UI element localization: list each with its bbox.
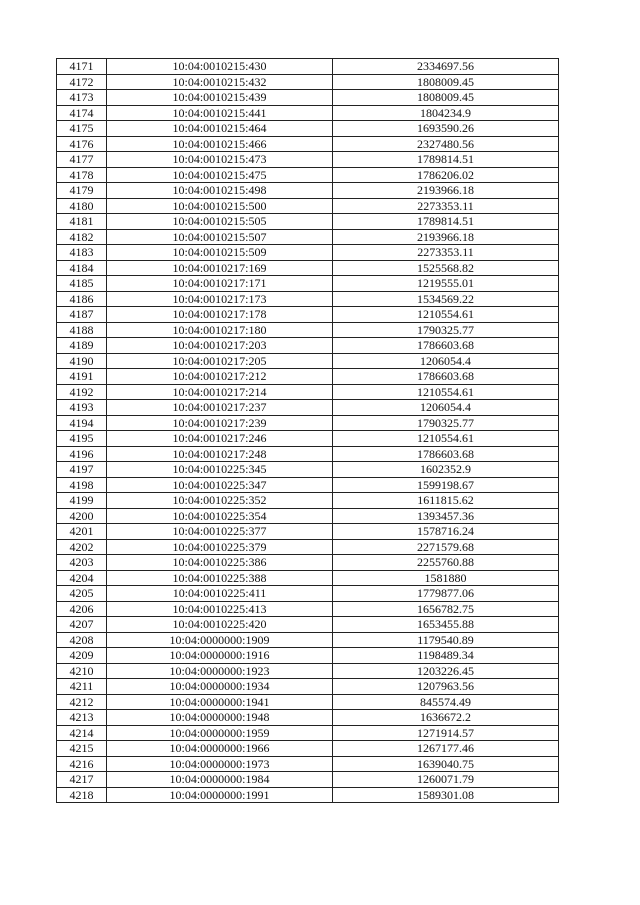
table-row bbox=[57, 524, 559, 540]
value-cell: 1693590.26 bbox=[333, 121, 559, 137]
value-cell: 1789814.51 bbox=[333, 152, 559, 168]
cadastral-number-cell: 10:04:0010225:386 bbox=[107, 555, 333, 571]
cadastral-number-cell: 10:04:0000000:1991 bbox=[107, 787, 333, 803]
table-row bbox=[57, 353, 559, 369]
cadastral-number-cell: 10:04:0010225:411 bbox=[107, 586, 333, 602]
table-row bbox=[57, 632, 559, 648]
cadastral-number-cell: 10:04:0010217:169 bbox=[107, 260, 333, 276]
row-number-cell: 4203 bbox=[57, 555, 107, 571]
table-row bbox=[57, 307, 559, 323]
cadastral-number-cell: 10:04:0010217:205 bbox=[107, 353, 333, 369]
value-cell: 1534569.22 bbox=[333, 291, 559, 307]
row-number-cell: 4179 bbox=[57, 183, 107, 199]
table-row bbox=[57, 90, 559, 106]
value-cell: 1599198.67 bbox=[333, 477, 559, 493]
value-cell: 1267177.46 bbox=[333, 741, 559, 757]
row-number-cell: 4202 bbox=[57, 539, 107, 555]
row-number-cell: 4199 bbox=[57, 493, 107, 509]
cadastral-number-cell: 10:04:0000000:1984 bbox=[107, 772, 333, 788]
cadastral-number-cell: 10:04:0010215:509 bbox=[107, 245, 333, 261]
cadastral-number-cell: 10:04:0010215:439 bbox=[107, 90, 333, 106]
value-cell: 1206054.4 bbox=[333, 400, 559, 416]
table-row bbox=[57, 431, 559, 447]
row-number-cell: 4184 bbox=[57, 260, 107, 276]
cadastral-number-cell: 10:04:0010225:377 bbox=[107, 524, 333, 540]
value-cell: 1786206.02 bbox=[333, 167, 559, 183]
cadastral-number-cell: 10:04:0010215:432 bbox=[107, 74, 333, 90]
row-number-cell: 4204 bbox=[57, 570, 107, 586]
cadastral-number-cell: 10:04:0010215:464 bbox=[107, 121, 333, 137]
cadastral-number-cell: 10:04:0010215:473 bbox=[107, 152, 333, 168]
cadastral-number-cell: 10:04:0010215:505 bbox=[107, 214, 333, 230]
table-row bbox=[57, 756, 559, 772]
table-row bbox=[57, 617, 559, 633]
row-number-cell: 4218 bbox=[57, 787, 107, 803]
cadastral-number-cell: 10:04:0010215:475 bbox=[107, 167, 333, 183]
row-number-cell: 4180 bbox=[57, 198, 107, 214]
cadastral-number-cell: 10:04:0010217:180 bbox=[107, 322, 333, 338]
cadastral-number-cell: 10:04:0010225:347 bbox=[107, 477, 333, 493]
table-row bbox=[57, 508, 559, 524]
table-row bbox=[57, 493, 559, 509]
table-row bbox=[57, 291, 559, 307]
cadastral-number-cell: 10:04:0010225:354 bbox=[107, 508, 333, 524]
row-number-cell: 4186 bbox=[57, 291, 107, 307]
row-number-cell: 4189 bbox=[57, 338, 107, 354]
table-row bbox=[57, 214, 559, 230]
value-cell: 1179540.89 bbox=[333, 632, 559, 648]
table-row bbox=[57, 369, 559, 385]
cadastral-number-cell: 10:04:0010217:173 bbox=[107, 291, 333, 307]
value-cell: 2271579.68 bbox=[333, 539, 559, 555]
cadastral-number-cell: 10:04:0010215:500 bbox=[107, 198, 333, 214]
cadastral-number-cell: 10:04:0010225:352 bbox=[107, 493, 333, 509]
value-cell: 1210554.61 bbox=[333, 384, 559, 400]
row-number-cell: 4185 bbox=[57, 276, 107, 292]
table-row bbox=[57, 167, 559, 183]
row-number-cell: 4191 bbox=[57, 369, 107, 385]
row-number-cell: 4181 bbox=[57, 214, 107, 230]
cadastral-number-cell: 10:04:0010217:214 bbox=[107, 384, 333, 400]
cadastral-number-cell: 10:04:0010225:420 bbox=[107, 617, 333, 633]
table-row bbox=[57, 276, 559, 292]
cadastral-number-cell: 10:04:0010217:171 bbox=[107, 276, 333, 292]
table-row bbox=[57, 710, 559, 726]
value-cell: 1578716.24 bbox=[333, 524, 559, 540]
cadastral-number-cell: 10:04:0010217:239 bbox=[107, 415, 333, 431]
row-number-cell: 4208 bbox=[57, 632, 107, 648]
row-number-cell: 4205 bbox=[57, 586, 107, 602]
row-number-cell: 4206 bbox=[57, 601, 107, 617]
table-row bbox=[57, 570, 559, 586]
table-row bbox=[57, 648, 559, 664]
row-number-cell: 4178 bbox=[57, 167, 107, 183]
row-number-cell: 4211 bbox=[57, 679, 107, 695]
table-row bbox=[57, 555, 559, 571]
row-number-cell: 4174 bbox=[57, 105, 107, 121]
value-cell: 1271914.57 bbox=[333, 725, 559, 741]
table-row bbox=[57, 772, 559, 788]
value-cell: 1808009.45 bbox=[333, 74, 559, 90]
row-number-cell: 4201 bbox=[57, 524, 107, 540]
cadastral-number-cell: 10:04:0000000:1941 bbox=[107, 694, 333, 710]
row-number-cell: 4210 bbox=[57, 663, 107, 679]
table-row bbox=[57, 539, 559, 555]
table-row bbox=[57, 229, 559, 245]
cadastral-number-cell: 10:04:0010225:345 bbox=[107, 462, 333, 478]
cadastral-number-cell: 10:04:0010215:441 bbox=[107, 105, 333, 121]
row-number-cell: 4200 bbox=[57, 508, 107, 524]
value-cell: 1789814.51 bbox=[333, 214, 559, 230]
table-row bbox=[57, 741, 559, 757]
row-number-cell: 4214 bbox=[57, 725, 107, 741]
row-number-cell: 4209 bbox=[57, 648, 107, 664]
row-number-cell: 4190 bbox=[57, 353, 107, 369]
table-row bbox=[57, 198, 559, 214]
cadastral-number-cell: 10:04:0010217:212 bbox=[107, 369, 333, 385]
cadastral-number-cell: 10:04:0010217:248 bbox=[107, 446, 333, 462]
table-body bbox=[57, 59, 559, 803]
cadastral-number-cell: 10:04:0010217:178 bbox=[107, 307, 333, 323]
table-row bbox=[57, 477, 559, 493]
row-number-cell: 4175 bbox=[57, 121, 107, 137]
row-number-cell: 4192 bbox=[57, 384, 107, 400]
row-number-cell: 4216 bbox=[57, 756, 107, 772]
table-row bbox=[57, 260, 559, 276]
value-cell: 1639040.75 bbox=[333, 756, 559, 772]
table-row bbox=[57, 384, 559, 400]
value-cell: 1656782.75 bbox=[333, 601, 559, 617]
table-row bbox=[57, 679, 559, 695]
cadastral-number-cell: 10:04:0010215:507 bbox=[107, 229, 333, 245]
value-cell: 1207963.56 bbox=[333, 679, 559, 695]
cadastral-number-cell: 10:04:0010217:203 bbox=[107, 338, 333, 354]
table-row bbox=[57, 121, 559, 137]
value-cell: 1198489.34 bbox=[333, 648, 559, 664]
row-number-cell: 4213 bbox=[57, 710, 107, 726]
cadastral-number-cell: 10:04:0000000:1948 bbox=[107, 710, 333, 726]
row-number-cell: 4207 bbox=[57, 617, 107, 633]
value-cell: 2273353.11 bbox=[333, 198, 559, 214]
cadastral-number-cell: 10:04:0010215:466 bbox=[107, 136, 333, 152]
cadastral-number-cell: 10:04:0000000:1923 bbox=[107, 663, 333, 679]
value-cell: 1790325.77 bbox=[333, 322, 559, 338]
row-number-cell: 4217 bbox=[57, 772, 107, 788]
cadastral-number-cell: 10:04:0000000:1973 bbox=[107, 756, 333, 772]
value-cell: 2255760.88 bbox=[333, 555, 559, 571]
value-cell: 1786603.68 bbox=[333, 369, 559, 385]
row-number-cell: 4182 bbox=[57, 229, 107, 245]
value-cell: 1786603.68 bbox=[333, 338, 559, 354]
value-cell: 1808009.45 bbox=[333, 90, 559, 106]
value-cell: 1653455.88 bbox=[333, 617, 559, 633]
value-cell: 1525568.82 bbox=[333, 260, 559, 276]
row-number-cell: 4173 bbox=[57, 90, 107, 106]
row-number-cell: 4212 bbox=[57, 694, 107, 710]
cadastral-number-cell: 10:04:0010217:237 bbox=[107, 400, 333, 416]
table-row bbox=[57, 136, 559, 152]
value-cell: 1260071.79 bbox=[333, 772, 559, 788]
row-number-cell: 4194 bbox=[57, 415, 107, 431]
cadastral-number-cell: 10:04:0010225:388 bbox=[107, 570, 333, 586]
row-number-cell: 4215 bbox=[57, 741, 107, 757]
table-row bbox=[57, 322, 559, 338]
value-cell: 1779877.06 bbox=[333, 586, 559, 602]
cadastral-number-cell: 10:04:0000000:1916 bbox=[107, 648, 333, 664]
value-cell: 2193966.18 bbox=[333, 183, 559, 199]
value-cell: 1790325.77 bbox=[333, 415, 559, 431]
value-cell: 1602352.9 bbox=[333, 462, 559, 478]
row-number-cell: 4183 bbox=[57, 245, 107, 261]
table-row bbox=[57, 183, 559, 199]
table-row bbox=[57, 725, 559, 741]
value-cell: 2334697.56 bbox=[333, 59, 559, 75]
value-cell: 1206054.4 bbox=[333, 353, 559, 369]
value-cell: 2193966.18 bbox=[333, 229, 559, 245]
data-table bbox=[56, 58, 559, 803]
row-number-cell: 4187 bbox=[57, 307, 107, 323]
table-row bbox=[57, 400, 559, 416]
table-row bbox=[57, 74, 559, 90]
row-number-cell: 4197 bbox=[57, 462, 107, 478]
table-row bbox=[57, 415, 559, 431]
table-row bbox=[57, 59, 559, 75]
value-cell: 1581880 bbox=[333, 570, 559, 586]
value-cell: 1210554.61 bbox=[333, 307, 559, 323]
row-number-cell: 4176 bbox=[57, 136, 107, 152]
value-cell: 1203226.45 bbox=[333, 663, 559, 679]
cadastral-number-cell: 10:04:0010225:413 bbox=[107, 601, 333, 617]
value-cell: 1786603.68 bbox=[333, 446, 559, 462]
table-row bbox=[57, 694, 559, 710]
cadastral-number-cell: 10:04:0010225:379 bbox=[107, 539, 333, 555]
table-row bbox=[57, 105, 559, 121]
value-cell: 1210554.61 bbox=[333, 431, 559, 447]
table-row bbox=[57, 245, 559, 261]
row-number-cell: 4177 bbox=[57, 152, 107, 168]
row-number-cell: 4198 bbox=[57, 477, 107, 493]
cadastral-number-cell: 10:04:0010215:430 bbox=[107, 59, 333, 75]
table-row bbox=[57, 601, 559, 617]
cadastral-number-cell: 10:04:0000000:1966 bbox=[107, 741, 333, 757]
table-row bbox=[57, 586, 559, 602]
value-cell: 845574.49 bbox=[333, 694, 559, 710]
row-number-cell: 4188 bbox=[57, 322, 107, 338]
table-row bbox=[57, 663, 559, 679]
table-row bbox=[57, 152, 559, 168]
table-row bbox=[57, 446, 559, 462]
cadastral-number-cell: 10:04:0000000:1909 bbox=[107, 632, 333, 648]
value-cell: 1589301.08 bbox=[333, 787, 559, 803]
value-cell: 2273353.11 bbox=[333, 245, 559, 261]
cadastral-number-cell: 10:04:0000000:1934 bbox=[107, 679, 333, 695]
value-cell: 2327480.56 bbox=[333, 136, 559, 152]
value-cell: 1219555.01 bbox=[333, 276, 559, 292]
table-row bbox=[57, 338, 559, 354]
table-row bbox=[57, 787, 559, 803]
value-cell: 1804234.9 bbox=[333, 105, 559, 121]
row-number-cell: 4195 bbox=[57, 431, 107, 447]
row-number-cell: 4193 bbox=[57, 400, 107, 416]
value-cell: 1393457.36 bbox=[333, 508, 559, 524]
row-number-cell: 4171 bbox=[57, 59, 107, 75]
value-cell: 1611815.62 bbox=[333, 493, 559, 509]
row-number-cell: 4196 bbox=[57, 446, 107, 462]
cadastral-number-cell: 10:04:0010215:498 bbox=[107, 183, 333, 199]
cadastral-number-cell: 10:04:0010217:246 bbox=[107, 431, 333, 447]
table-row bbox=[57, 462, 559, 478]
row-number-cell: 4172 bbox=[57, 74, 107, 90]
cadastral-number-cell: 10:04:0000000:1959 bbox=[107, 725, 333, 741]
value-cell: 1636672.2 bbox=[333, 710, 559, 726]
